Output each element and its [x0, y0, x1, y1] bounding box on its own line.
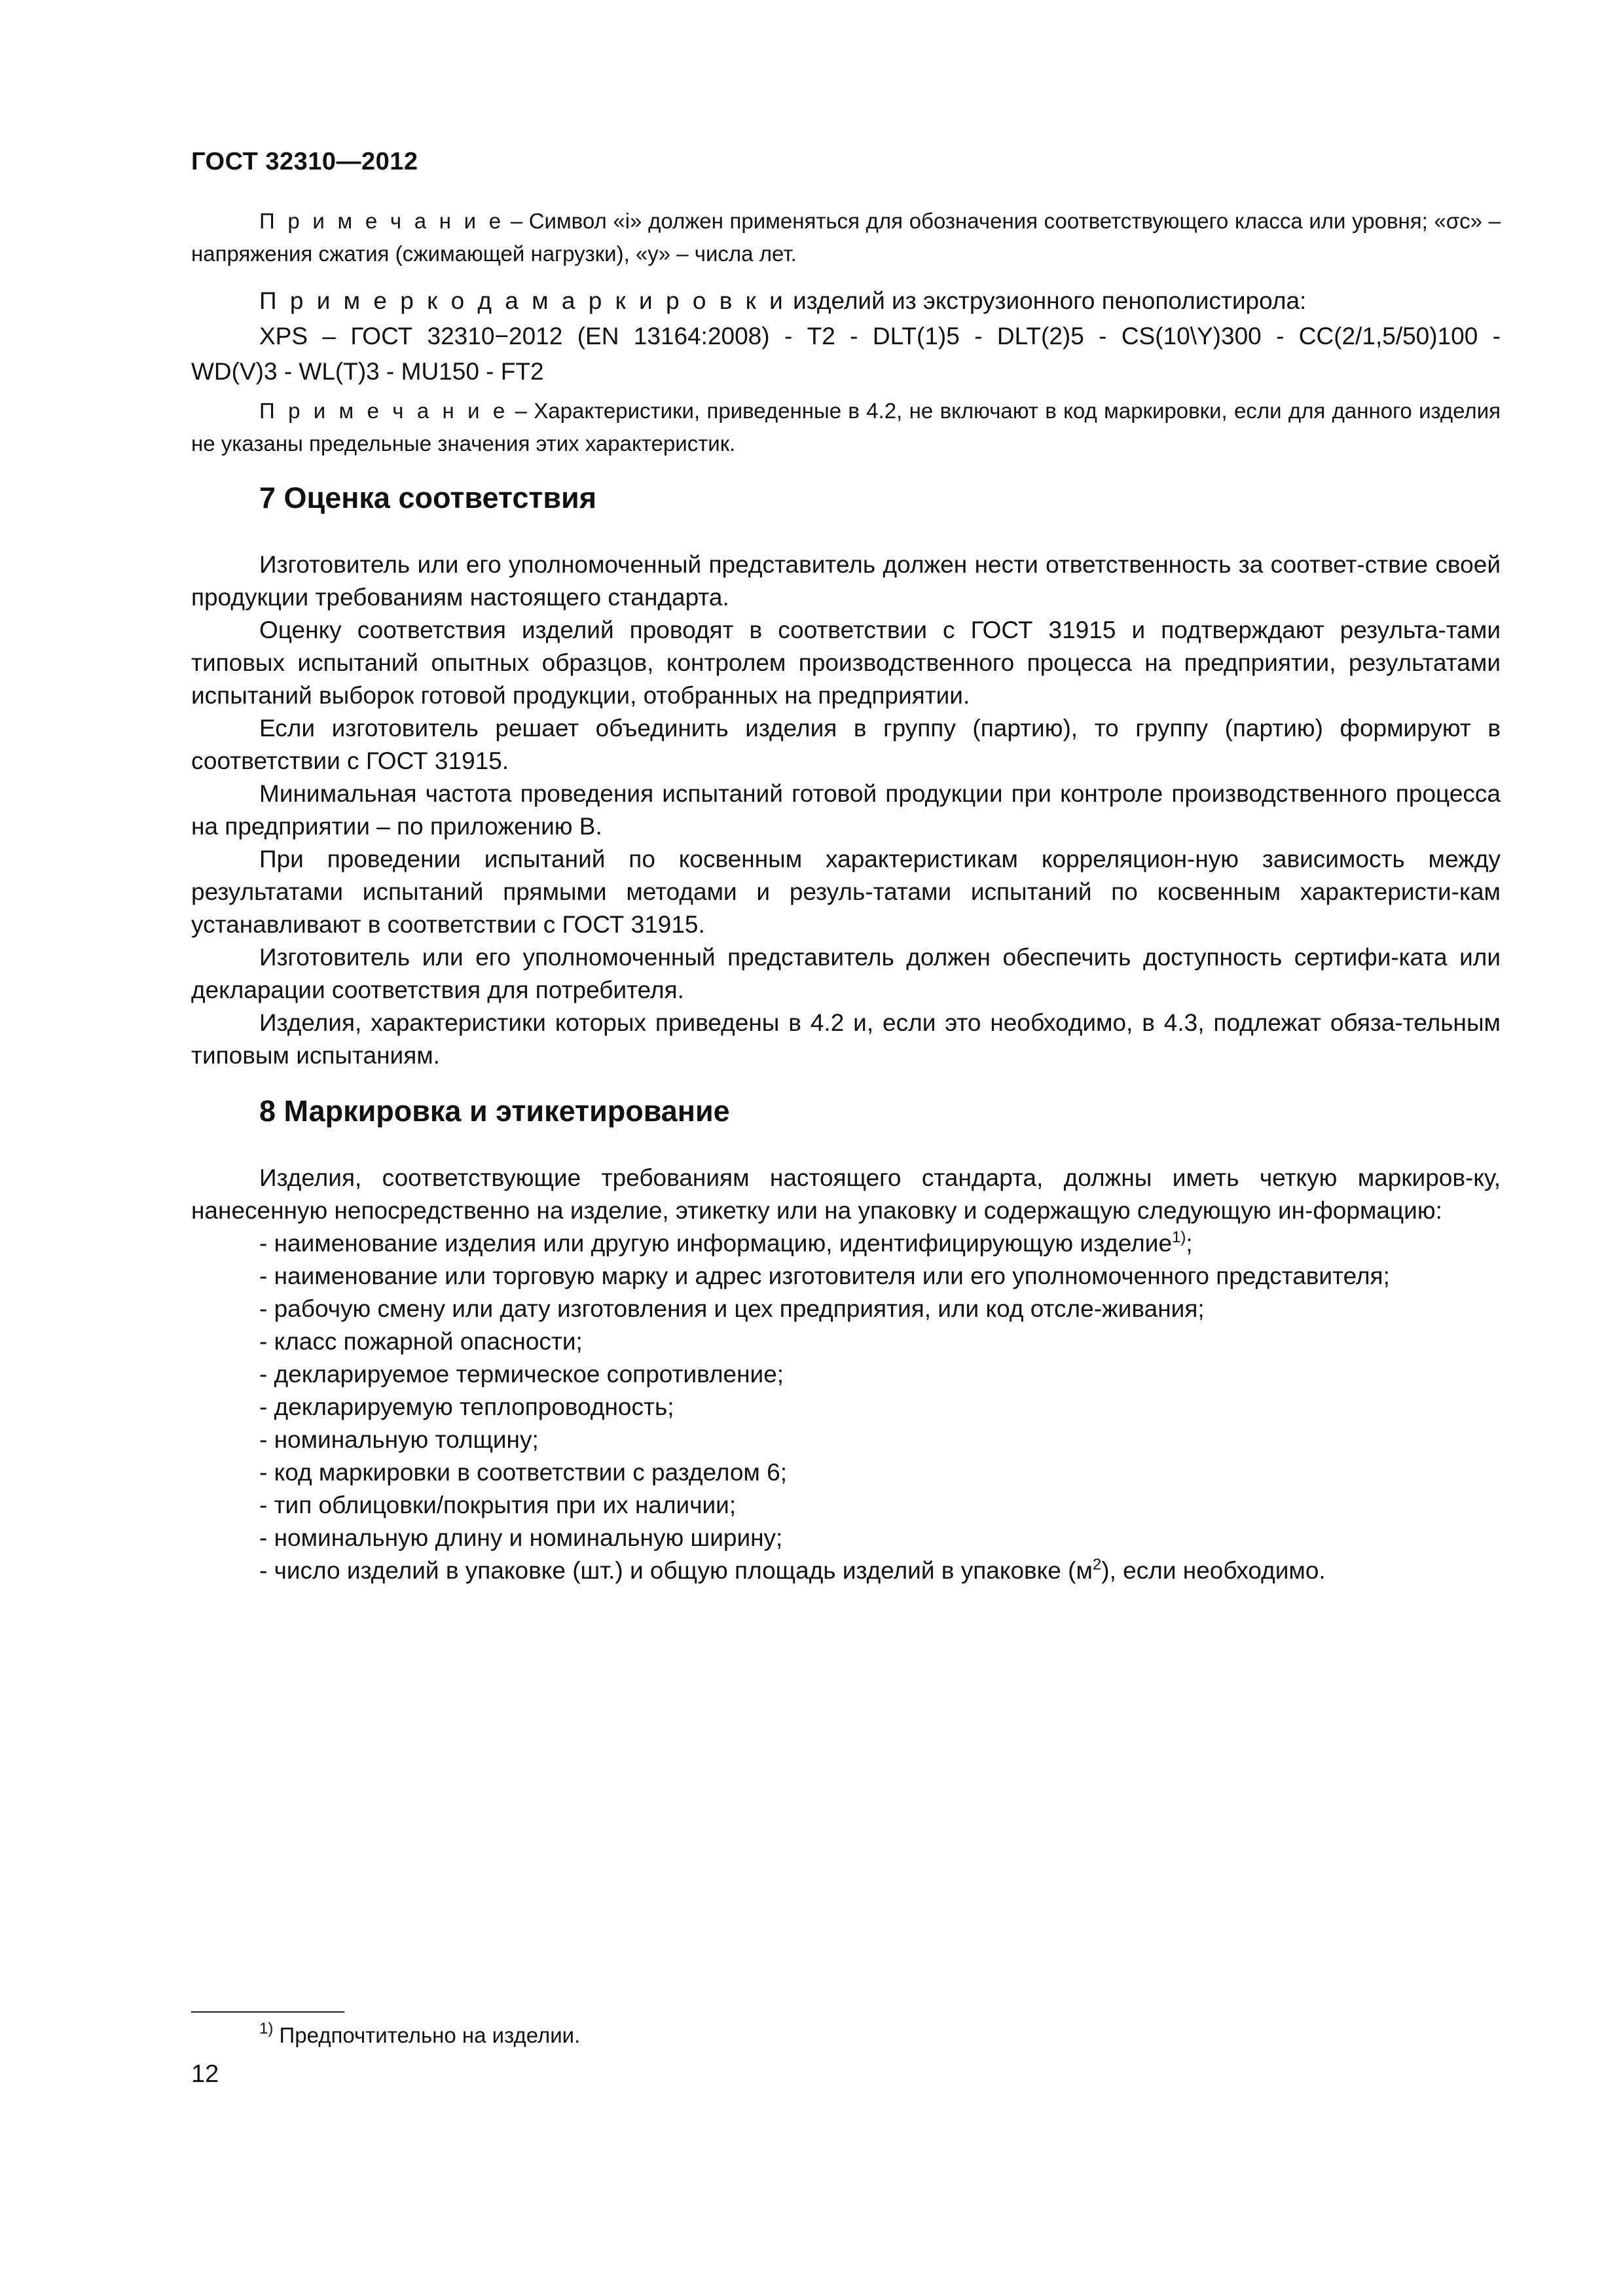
- list-item-tail: ), если необходимо.: [1101, 1557, 1326, 1584]
- page-number: 12: [191, 2060, 219, 2088]
- footnote-text: Предпочтительно на изделии.: [273, 2023, 581, 2047]
- note-1: [191, 205, 1501, 270]
- section-8-body: [191, 1162, 1501, 1587]
- list-item: - рабочую смену или дату изготовления и цех предприятия, или код отсле-живания;: [259, 1295, 1205, 1322]
- example-label: П р и м е р к о д а м а р к и р о в к и: [259, 287, 786, 314]
- list-item: - номинальную длину и номинальную ширину;: [259, 1524, 783, 1551]
- section-7-body: [191, 548, 1501, 1072]
- list-item: - декларируемое термическое сопротивление;: [259, 1361, 784, 1388]
- list-item: [191, 1554, 1501, 1587]
- section-7-paragraph: Если изготовитель решает объединить изделия в группу (партию), то группу (партию) формируют в соответствии с ГОСТ 31915.: [191, 715, 1501, 774]
- example-intro: [191, 283, 1501, 319]
- footnote: [259, 2019, 580, 2052]
- example-code-line-1: XPS – ГОСТ 32310−2012 (EN 13164:2008) - T2 - DLT(1)5 - DLT(2)5 - CS(10\Y)300 - CC(2/1,5/50)100 -: [259, 323, 1501, 350]
- footnote-reference: 1): [1172, 1229, 1186, 1246]
- section-8-intro: Изделия, соответствующие требованиям настоящего стандарта, должны иметь четкую маркиров-ку, нанесенную непосредственно на изделие, этикетку или на упаковку и содержащую следующую ин-формацию:: [191, 1164, 1501, 1224]
- section-7-paragraph: Оценку соответствия изделий проводят в соответствии с ГОСТ 31915 и подтверждают результа-тами типовых испытаний опытных образцов, контролем производственного процесса на предприятии, результатами испытаний выборок готовой продукции, отобранных на предприятии.: [191, 617, 1501, 709]
- note-1-label: П р и м е ч а н и е: [259, 209, 505, 233]
- list-item: - класс пожарной опасности;: [259, 1328, 583, 1355]
- footnote-divider: [191, 2011, 344, 2013]
- list-item: - тип облицовки/покрытия при их наличии;: [259, 1492, 737, 1518]
- list-item: - декларируемую теплопроводность;: [259, 1393, 674, 1420]
- list-item-text: - наименование изделия или другую информацию, идентифицирующую изделие: [259, 1230, 1173, 1257]
- list-item: - наименование или торговую марку и адрес изготовителя или его уполномоченного представителя;: [259, 1263, 1390, 1289]
- list-item: - код маркировки в соответствии с разделом 6;: [259, 1459, 787, 1486]
- section-8-title: 8 Маркировка и этикетирование: [259, 1094, 730, 1128]
- section-7-paragraph: При проведении испытаний по косвенным характеристикам корреляцион-ную зависимость между результатами испытаний прямыми методами и резуль-татами испытаний по косвенным характеристи-кам устанавливают в соответствии с ГОСТ 31915.: [191, 846, 1501, 938]
- note-2-label: П р и м е ч а н и е: [259, 399, 509, 423]
- list-item: [191, 1227, 1501, 1260]
- section-7-paragraph: Минимальная частота проведения испытаний готовой продукции при контроле производственного процесса на предприятии – по приложению В.: [191, 780, 1501, 840]
- section-7-paragraph: Изготовитель или его уполномоченный представитель должен обеспечить доступность сертифи-ката или декларации соответствия для потребителя.: [191, 944, 1501, 1003]
- document-header: ГОСТ 32310—2012: [191, 148, 418, 175]
- section-7-title: 7 Оценка соответствия: [259, 481, 596, 514]
- footnote-marker: 1): [259, 2020, 274, 2037]
- example-text: изделий из экструзионного пенополистирола:: [786, 287, 1307, 314]
- marking-code-example: [191, 283, 1501, 389]
- note-1-text: – Символ «i» должен применяться для обозначения соответствующего класса или уровня; «σс» – напряжения сжатия (сжимающей нагрузки), «y» – числа лет.: [191, 209, 1501, 266]
- section-7-paragraph: Изделия, характеристики которых приведены в 4.2 и, если это необходимо, в 4.3, подлежат обяза-тельным типовым испытаниям.: [191, 1009, 1501, 1069]
- list-item-text: - число изделий в упаковке (шт.) и общую площадь изделий в упаковке (м: [259, 1557, 1093, 1584]
- superscript: 2: [1092, 1556, 1102, 1573]
- note-2: [191, 395, 1501, 460]
- list-item: - номинальную толщину;: [259, 1426, 539, 1453]
- list-item-tail: ;: [1186, 1230, 1193, 1257]
- example-code-line-2: WD(V)3 - WL(T)3 - MU150 - FT2: [191, 358, 544, 385]
- note-2-text: – Характеристики, приведенные в 4.2, не включают в код маркировки, если для данного изделия не указаны предельные значения этих характеристик.: [191, 399, 1501, 456]
- section-7-paragraph: Изготовитель или его уполномоченный представитель должен нести ответственность за соответ-ствие своей продукции требованиям настоящего стандарта.: [191, 551, 1501, 611]
